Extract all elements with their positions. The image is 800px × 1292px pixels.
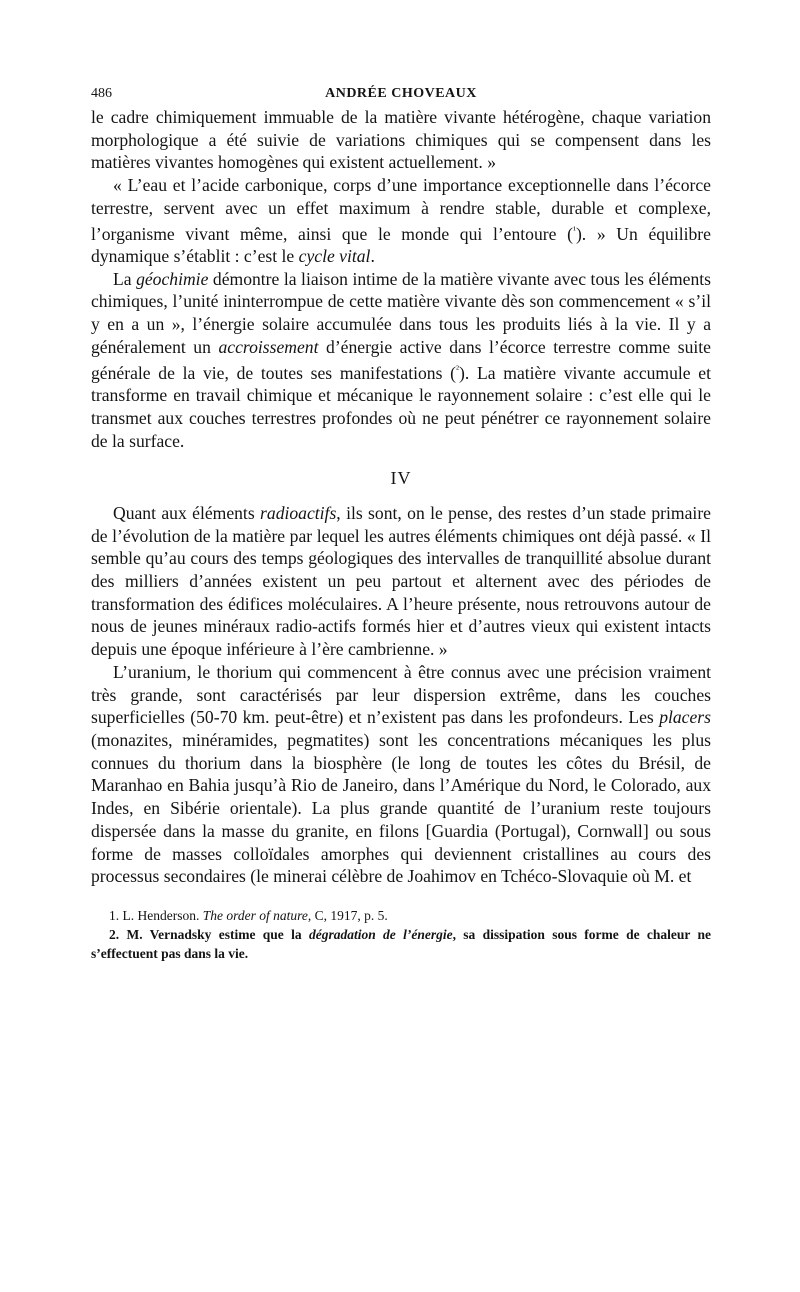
book-page	[91, 80, 711, 963]
emphasis-accroissement: accroissement	[218, 336, 319, 357]
footnote-ref-2[interactable]: ²	[456, 363, 460, 375]
running-header	[91, 80, 711, 106]
footnotes	[91, 906, 711, 963]
emphasis-geochimie: géochimie	[136, 268, 209, 289]
emphasis-radioactifs: radioactifs	[260, 502, 337, 523]
footnote-2: 2. M. Vernadsky estime que la dégradation de l’énergie, sa dissipation sous forme de chaleur ne s’effectuent pas dans la vie.	[91, 926, 711, 961]
paragraph-3: La géochimie démontre la liaison intime de la matière vivante avec tous les éléments chimiques, l’unité ininterrompue de cette matière vivante dès son commencement « s’il y en a un », l’énergie solaire accumulée dans tous les produits liés à la vie. Il y a généralement un accroissement d’énergie active dans l’écorce terrestre comme suite générale de la vie, de toutes ses manifestations ($^{^2}$). La matière vivante accumule et transforme en travail chimique et mécanique le rayonnement solaire : c’est elle qui le transmet aux couches terrestres profondes où ne peut pénétrer ce rayonnement solaire de la surface.	[91, 268, 712, 451]
footnote-1: 1. L. Henderson. The order of nature, C, 1917, p. 5.	[109, 907, 388, 923]
paragraph-5: L’uranium, le thorium qui commencent à être connus avec une précision vraiment très grande, sont caractérisés par leur dispersion extrême, dans les couches superficielles (50-70 km. peut-être) et n’existent pas dans les profondeurs. Les placers (monazites, minéramides, pegmatites) sont les concentrations mécaniques les plus connues du thorium dans la biosphère (le long de toutes les côtes du Brésil, de Maranhao en Bahia jusqu’à Rio de Janeiro, dans l’Amérique du Nord, le Colorado, aux Indes, en Sibérie orientale). La plus grande quantité de l’uranium reste toujours dispersée dans la masse du granite, en filons [Guardia (Portugal), Cornwall] ou sous forme de masses colloïdales amorphes qui deviennent cristallines au cours des processus secondaires (le minerai célèbre de Joahimov en Tchéco-Slovaquie où M. et	[91, 661, 711, 887]
footnote-ref-1[interactable]: ¹	[572, 224, 576, 236]
paragraph-4: Quant aux éléments radioactifs, ils sont, on le pense, des restes d’un stade primaire de l’évolution de la matière par lequel les autres éléments chimiques ont déjà passé. « Il semble qu’au cours des temps géologiques des intervalles de tranquillité absolue durant des milliers d’années existent un peu partout et alternent avec des périodes de transformation des édifices moléculaires. A l’heure présente, nous retrouvons autour de nous de jeunes minéraux radio-actifs formés hier et d’autres vieux qui existent intacts depuis une époque inférieure à l’ère cambrienne. »	[91, 502, 711, 660]
running-title: ANDRÉE CHOVEAUX	[325, 86, 477, 101]
page-number: 486	[91, 86, 112, 101]
paragraph-2: « L’eau et l’acide carbonique, corps d’une importance exceptionnelle dans l’écorce terrestre, servent avec un effet maximum à rendre stable, durable et complexe, l’organisme vivant même, ainsi que le monde qui l’entoure ($^{^1}$). » Un équilibre dynamique s’établit : c’est le cycle vital.	[91, 175, 711, 267]
section-heading: IV	[390, 468, 412, 489]
emphasis-placers: placers	[659, 707, 711, 728]
emphasis-cycle-vital: cycle vital	[298, 246, 371, 267]
paragraph-1: le cadre chimiquement immuable de la matière vivante hétérogène, chaque variation morphologique a été suivie de variations chimiques qui se compensent dans les matières vivantes homogènes qui existent actuellement. »	[91, 107, 711, 173]
main-text	[91, 106, 711, 888]
